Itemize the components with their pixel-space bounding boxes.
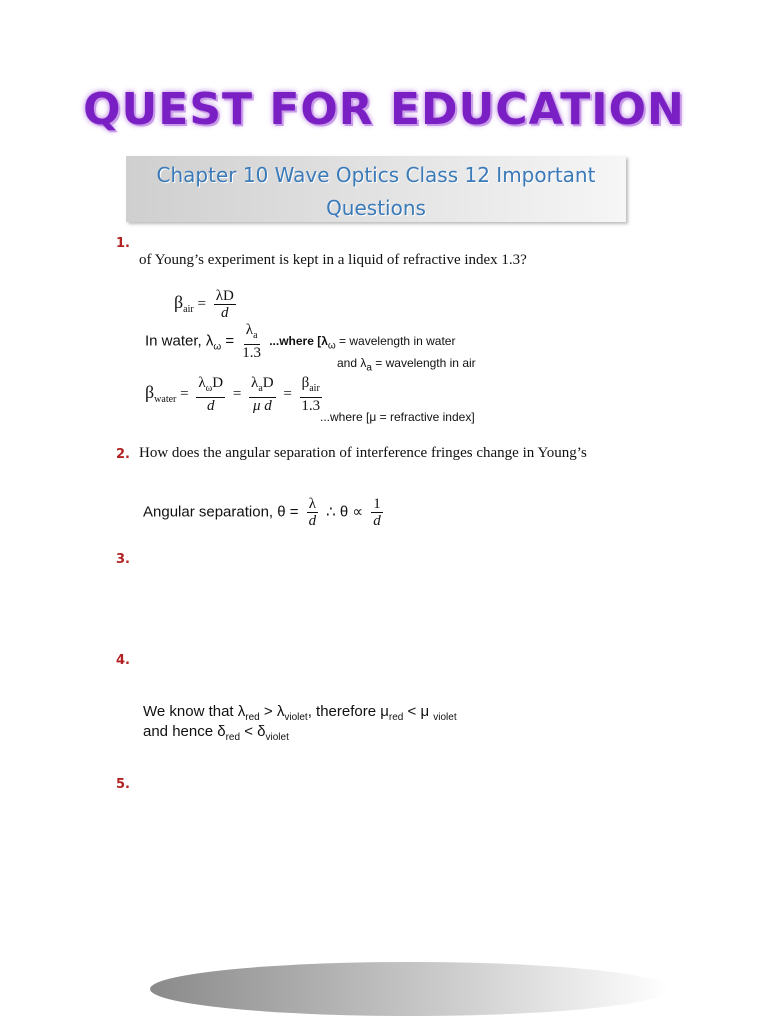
question-text-1: of Young’s experiment is kept in a liquid of refractive index 1.3? xyxy=(139,252,527,268)
eq-angular-separation: Angular separation, θ = $\frac{\lambda}{d}$ ∴ θ ∝ $\frac{1}{d}$ xyxy=(143,496,381,529)
eq-dispersion-line2: and hence $\delta_{red} < \delta_{violet}$ xyxy=(143,723,289,743)
chapter-title-line2: Questions xyxy=(326,196,426,220)
eq-beta-water: $\beta_{water}$ = $\frac{\lambda_\omega D}{d}$ = $\frac{\lambda_aD}{\text{μ d}}$ = $\frac{\beta_{air}}{1.3}$ xyxy=(145,375,321,414)
footer-decoration xyxy=(150,962,670,1016)
question-number-1: 1. xyxy=(116,236,130,251)
chapter-title-line1: Chapter 10 Wave Optics Class 12 Important xyxy=(156,163,596,187)
question-text-2: How does the angular separation of interference fringes change in Young’s xyxy=(139,445,587,461)
question-number-3: 3. xyxy=(116,552,130,567)
question-number-2: 2. xyxy=(116,447,130,462)
eq-refractive-note: ...where [μ = refractive index] xyxy=(320,410,475,424)
eq-lambda-water: In water, $\lambda_\omega$ = $\frac{\lambda_a}{1.3}$ ...where [$\lambda_\omega$ = wavelength in water xyxy=(145,322,456,361)
eq-beta-air: $\beta_{air}$ = $\frac{\lambda D}{d}$ xyxy=(174,288,234,321)
question-number-5: 5. xyxy=(116,777,130,792)
eq-lambda-air-note: and $\lambda_a$ = wavelength in air xyxy=(337,356,476,374)
question-number-4: 4. xyxy=(116,653,130,668)
brand-title: QUEST FOR EDUCATION xyxy=(83,84,685,135)
eq-dispersion-line1: We know that $\lambda_{red} > \lambda_{violet}$, therefore $\mu_{red} < \mu$ $_{violet}$ xyxy=(143,703,457,723)
chapter-title-banner xyxy=(126,156,626,222)
